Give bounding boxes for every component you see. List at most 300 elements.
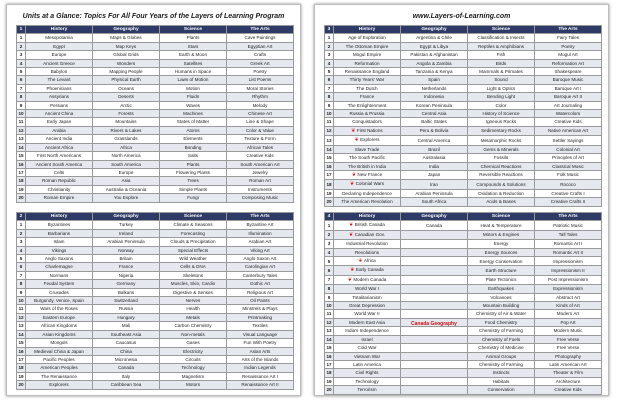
table-cell: Birds [468,59,535,67]
table-row [17,372,294,380]
unit-number: 3 [325,51,334,59]
table-row [17,59,294,67]
unit-number: 11 [325,118,334,126]
table-cell: Special Effects [160,246,227,254]
table-row [17,238,294,246]
table-row [17,229,294,237]
unit-number: 20 [18,195,24,201]
table-cell: Thirty Years' War [334,76,401,84]
column-header: The Arts [535,26,602,34]
table-cell: Post Impressionism [535,275,602,284]
unit-number: 17 [326,361,332,367]
table-cell: Babylon [26,68,93,76]
table-cell: Mountain Building [468,302,535,310]
table-cell: Folk Music [535,170,602,179]
table-cell: Compounds & Solutions [468,180,535,189]
table-cell: Mesopotamia [26,34,93,42]
unit-number: 3 [17,51,26,59]
table-cell: Mammals & Primates [468,68,535,76]
table-cell: Chinese Art [227,110,294,118]
table-row [17,364,294,372]
unit-number: 2 [325,230,334,239]
table-cell: Energy Conservation [468,257,535,266]
table-row [17,118,294,126]
unit-number: 11 [325,310,334,318]
table-cell: Jewelry [227,168,294,176]
unit-number: 16 [326,163,332,169]
table-cell: Chemistry of Farming [468,360,535,368]
table-cell: Rhythm [227,93,294,101]
unit-number: 1 [17,34,26,42]
table-cell: Wonders [93,59,160,67]
unit-number: 10 [18,298,24,304]
table-cell: France [334,93,401,101]
year4-table [324,212,602,395]
table-cell: Latin American Art [535,360,602,368]
table-cell: Pacific Peoples [26,355,93,363]
table-row [17,51,294,59]
table-cell: Cold War [334,344,401,352]
table-cell: Slave Trade [334,145,401,153]
table-cell: Australia & Oceania [93,185,160,193]
table-cell: Spain [401,76,468,84]
table-cell: Fungi [160,194,227,202]
table-cell: Theater & Film [535,369,602,377]
unit-number: 17 [325,170,334,179]
table-row [17,271,294,279]
column-header: Geography [401,26,468,34]
unit-number: 12 [325,126,334,135]
table-cell: North America [93,152,160,160]
table-cell: Arabian Art [227,238,294,246]
table-cell: Baroque Music [535,76,602,84]
table-cell [401,344,468,352]
table-cell: Waves [160,101,227,109]
year3-table [324,25,602,207]
table-cell: Forests [93,110,160,118]
table-cell: Explorers [26,381,93,389]
table-cell: Free Verse [535,335,602,343]
table-cell: Sound [468,76,535,84]
unit-number: 9 [17,288,26,296]
table-cell: Muscles, Skin, Cardio [160,280,227,288]
table-cell: Angola & Zambia [401,59,468,67]
table-cell: Europe [93,168,160,176]
table-cell: Acids & Bases [468,198,535,206]
table-cell: Electricity [160,347,227,355]
table-cell: Peru & Bolivia [401,126,468,135]
table-cell: World War I [334,285,401,293]
table-row [17,168,294,176]
unit-number: 2 [325,42,334,50]
table-header-row [17,213,294,221]
column-header: 2 [17,213,26,221]
table-cell: Settler Sayings [535,136,602,145]
unit-number: 8 [325,93,334,101]
table-cell: Arts of the Islands [227,355,294,363]
table-cell: Technology [334,377,401,385]
table-cell: Impressionism II [535,266,602,275]
table-row [325,51,602,59]
table-row [17,101,294,109]
table-cell: Egypt & Libya [401,42,468,50]
column-header: The Arts [227,213,294,221]
table-cell: Instruments [227,185,294,193]
table-cell: World War II [334,310,401,318]
column-header: The Arts [535,213,602,221]
table-cell: Vietnam War [334,352,401,360]
column-header: Science [160,213,227,221]
table-cell: Romantic Art I [535,240,602,248]
table-cell: Africa [93,143,160,151]
table-cell: ❦ Early Canada [334,266,401,275]
table-cell: Ancient Africa [26,143,93,151]
table-cell: Illumination [227,229,294,237]
table-cell: Ancient Greece [26,59,93,67]
table-cell: Deserts [93,93,160,101]
table-cell: India's Independence [334,327,401,335]
table-cell: Forecasting [160,229,227,237]
table-cell: Clouds & Precipitation [160,238,227,246]
table-cell: Rococo [535,180,602,189]
table-cell: Phoenicians [26,84,93,92]
table-cell: First North Americans [26,152,93,160]
table-cell: Declaring Independence [334,189,401,197]
table-cell: Celts [26,168,93,176]
table-cell: ❦ Colonial Wars [334,180,401,189]
table-row [325,34,602,42]
unit-number: 15 [18,153,24,159]
table-row [325,302,602,310]
table-cell: Animal Groups [468,352,535,360]
table-cell: American Peoples [26,364,93,372]
table-cell: Creative Crafts I [535,189,602,197]
table-cell: Renaissance Art I [227,372,294,380]
table-row [325,68,602,76]
table-row [325,136,602,145]
table-row [17,185,294,193]
table-cell: Russia [93,305,160,313]
table-cell: Canada [93,364,160,372]
table-cell: Egyptian Art [227,42,294,50]
table-cell: Mountains [93,118,160,126]
unit-number: 15 [18,340,24,346]
unit-number: 16 [18,161,24,167]
table-cell [401,352,468,360]
table-row [325,162,602,170]
column-header: 4 [325,213,334,221]
table-cell: History of Science [468,110,535,118]
table-cell: Classification & Insects [468,34,535,42]
table-cell: Religious Art [227,288,294,296]
table-cell: Heat & Temperature [468,221,535,230]
column-header: History [334,26,401,34]
table-cell: Canada [401,221,468,230]
table-cell: Tanzania & Kenya [401,68,468,76]
table-row [17,297,294,305]
table-cell: Light & Optics [468,84,535,92]
table-cell: Fairy Tales [535,34,602,42]
table-cell: Early Japan [26,118,93,126]
table-row [17,93,294,101]
table-row [325,285,602,293]
table-cell: List Poems [227,76,294,84]
table-row [17,263,294,271]
column-header: Geography [93,26,160,34]
unit-number: 20 [326,199,332,205]
table-cell: Mapping People [93,68,160,76]
table-cell: Assyrians [26,93,93,101]
unit-number: 2 [17,42,26,50]
table-cell: Non-metals [160,330,227,338]
table-cell: India [401,162,468,170]
unit-number: 4 [17,246,26,254]
unit-number: 13 [18,136,24,142]
unit-number: 12 [18,127,24,133]
table-cell: The American Revolution [334,198,401,206]
table-cell: The Ottoman Empire [334,42,401,50]
table-row [17,330,294,338]
maple-leaf-icon: ❦ [351,127,357,134]
table-cell: Expressionism [535,285,602,293]
table-cell: Composing Music [227,194,294,202]
table-cell: Architecture [535,377,602,385]
table-cell: Roman Empire [26,194,93,202]
table-cell: Israel [334,335,401,343]
table-cell: Chemistry of Fuels [468,335,535,343]
unit-number: 7 [325,84,334,92]
table-cell: Italy [93,372,160,380]
table-cell: Tall Tales [535,230,602,239]
table-cell: Age of Exploration [334,34,401,42]
table-row [17,42,294,50]
table-cell: Motion [160,84,227,92]
unit-number: 5 [17,255,26,263]
unit-number: 8 [325,285,334,293]
table-header-row [17,26,294,34]
table-cell: Instincts [468,369,535,377]
unit-number: 9 [325,293,334,301]
unit-number: 1 [17,221,26,229]
table-cell: Bending Light [468,93,535,101]
table-cell: Hungary [93,313,160,321]
table-cell: Ancient South America [26,160,93,168]
unit-number: 17 [18,356,24,362]
maple-leaf-icon: ❦ [351,171,358,178]
table-cell: Korean Peninsula [401,101,468,109]
unit-number: 14 [18,144,24,150]
table-cell: Central America [401,136,468,145]
table-cell: Native American Art [535,126,602,135]
table-row [325,76,602,84]
table-cell: Norway [93,246,160,254]
table-row [325,84,602,92]
table-row [17,255,294,263]
table-row [325,318,602,326]
table-row [17,305,294,313]
table-cell: ❦ Canadian Gov. [334,230,401,239]
table-row [325,310,602,318]
table-cell: Baroque Art I [535,84,602,92]
geography-note: Canada Geography [411,321,457,327]
table-cell: Sedimentary Rocks [468,126,535,135]
table-cell: Texture & Form [227,135,294,143]
table-cell: Textiles [227,322,294,330]
table-row [325,344,602,352]
table-row [17,160,294,168]
table-cell: Oil Paints [227,297,294,305]
table-cell: The Dutch [334,84,401,92]
table-row [325,59,602,67]
table-cell: China [93,347,160,355]
table-row [325,101,602,109]
unit-number: 1 [325,221,334,230]
table-cell: Habitats [468,377,535,385]
table-cell: Gems & Minerals [468,145,535,153]
table-cell: Energy Sources [468,248,535,256]
table-row [325,118,602,126]
table-row [325,110,602,118]
column-header: Science [468,26,535,34]
column-header: Geography [93,213,160,221]
table-row [325,145,602,153]
table-cell: Pakistan & Afghanistan [401,51,468,59]
table-cell [401,369,468,377]
table-cell: Roman Art [227,177,294,185]
table-cell: Flowering Plants [160,168,227,176]
unit-number: 14 [326,146,332,152]
table-cell: The British in India [334,162,401,170]
table-cell: Colonial Art [535,145,602,153]
table-cell: Volcanoes [468,293,535,301]
table-cell: Arctic [93,101,160,109]
table-cell: Chemistry of Air & Water [468,310,535,318]
table-cell: Greek Art [227,59,294,67]
unit-number: 19 [326,190,332,196]
table-cell: Switzerland [93,297,160,305]
table-row [17,143,294,151]
table-row [325,154,602,162]
year2-table [16,212,294,390]
table-cell: Indian Legends [227,364,294,372]
column-header: 3 [325,26,334,34]
unit-number: 7 [17,84,26,92]
table-cell: Byzantines [26,221,93,229]
unit-number: 4 [17,59,26,67]
table-cell: Medieval China & Japan [26,347,93,355]
table-cell: Modern Art [535,310,602,318]
table-cell: ❦ British Canada [334,221,401,230]
unit-number: 11 [17,305,26,313]
table-cell: Oceans [93,84,160,92]
unit-number: 14 [18,331,24,337]
table-row [17,194,294,202]
table-row [325,377,602,385]
table-cell [401,275,468,284]
unit-number: 3 [325,240,334,248]
table-cell: Line & Shape [227,118,294,126]
unit-number: 6 [325,76,334,84]
left-page [6,4,301,396]
table-cell: Trees [160,177,227,185]
table-cell: The South Pacific [334,154,401,162]
table-cell: Gases [160,339,227,347]
table-cell: Reptiles & Amphibians [468,42,535,50]
column-header: Science [468,213,535,221]
unit-number: 18 [325,180,334,189]
table-header-row [325,26,602,34]
table-row [325,335,602,343]
table-cell: Earth Structure [468,266,535,275]
table-cell: Anglo Saxon Art [227,255,294,263]
unit-number: 9 [17,101,26,109]
table-cell: Classical Music [535,162,602,170]
table-cell: Asian Kingdoms [26,330,93,338]
table-cell: You Explore [93,194,160,202]
table-cell: African Kingdoms [26,322,93,330]
table-cell [401,230,468,239]
table-row [17,110,294,118]
table-row [17,126,294,134]
table-cell: Chemistry of Farming [468,327,535,335]
table-cell: Barbarians [26,229,93,237]
table-cell: Carolingian Art [227,263,294,271]
maple-leaf-icon: ❦ [354,137,361,144]
table-cell: Burgundy, Venice, Spain [26,297,93,305]
table-cell: Anglo Saxons [26,255,93,263]
table-cell: ❦ Africa [334,257,401,266]
table-row [325,369,602,377]
table-cell [401,302,468,310]
maple-leaf-icon: ❦ [349,181,356,188]
table-row [325,42,602,50]
table-cell: Islam [26,238,93,246]
table-cell: The Enlightenment [334,101,401,109]
table-cell: Patriotic Music [535,221,602,230]
table-cell: Fossils [468,154,535,162]
table-cell: Caucasus [93,339,160,347]
table-row [325,230,602,239]
table-cell: Conservation [468,386,535,394]
unit-number: 19 [18,373,24,379]
table-cell: Mali [93,322,160,330]
table-cell: Earth & Moon [160,51,227,59]
table-cell: Global Grids [93,51,160,59]
unit-number: 7 [325,275,334,284]
table-cell: Oxidation & Reduction [468,189,535,197]
table-cell: Micronesia [93,355,160,363]
unit-number: 10 [326,111,332,117]
table-cell: Climate & Seasons [160,221,227,229]
table-cell: Bonding [160,143,227,151]
table-cell: South America [93,160,160,168]
table-cell: Central Asia [401,110,468,118]
table-cell: Arabia [26,126,93,134]
table-cell [401,310,468,318]
table-cell: Feudal System [26,280,93,288]
table-cell: Asian Arts [227,347,294,355]
table-cell: Salts [160,152,227,160]
table-cell: Kinds of Art [535,302,602,310]
table-cell: Egypt [26,42,93,50]
table-row [325,198,602,206]
table-row [325,266,602,275]
table-cell: Argentina & Chile [401,34,468,42]
table-cell: Nigeria [93,271,160,279]
unit-number: 3 [17,238,26,246]
table-cell: Modern East Asia [334,318,401,326]
table-cell: Normans [26,271,93,279]
